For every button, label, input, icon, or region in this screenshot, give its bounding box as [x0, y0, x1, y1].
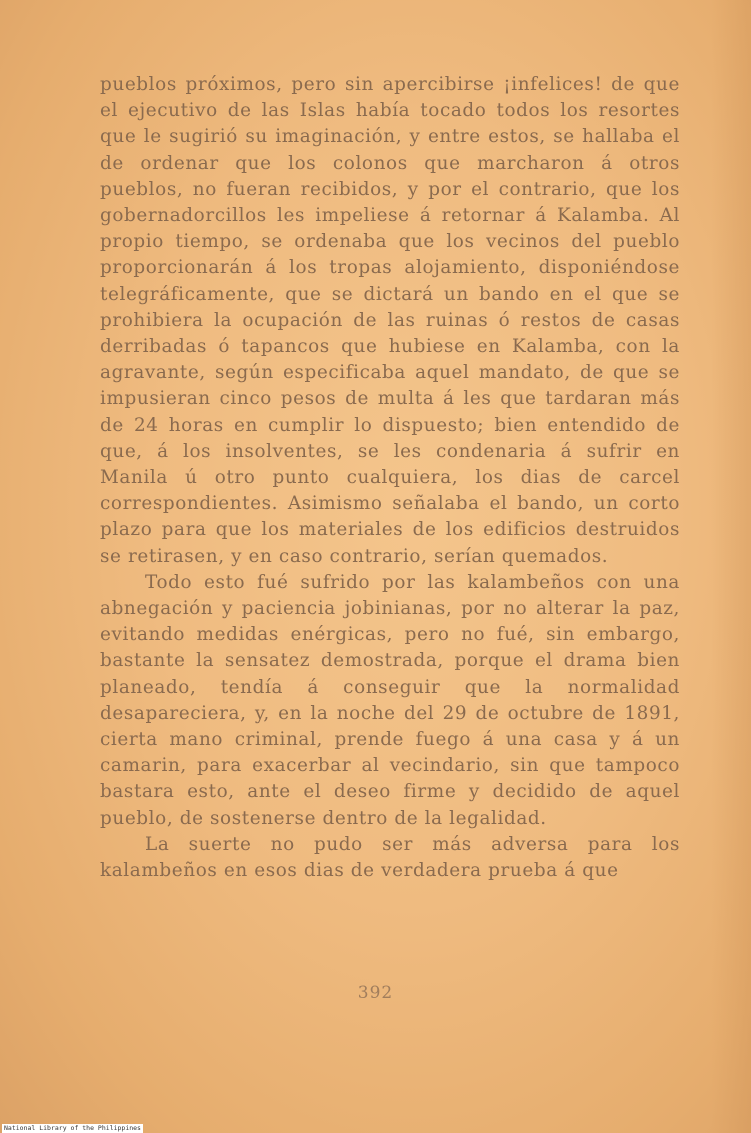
- paragraph-1: pueblos próximos, pero sin apercibirse ¡infelices! de que el ejecutivo de las Islas había tocado todos los resortes que le sugirió su imaginación, y entre estos, se hallaba el de ordenar que los colonos que marcharon á otros pueblos, no fueran recibidos, y por el contrario, que los gobernadorcillos les impeliese á retornar á Kalamba. Al propio tiempo, se ordenaba que los vecinos del pueblo proporcionarán á los tropas alojamiento, disponiéndose telegráficamente, que se dictará un bando en el que se prohibiera la ocupación de las ruinas ó restos de casas derribadas ó tapancos que hubiese en Kalamba, con la agravante, según especificaba aquel mandato, de que se impusieran cinco pesos de multa á les que tardaran más de 24 horas en cumplir lo dispuesto; bien entendido de que, á los insolventes, se les condenaria á sufrir en Manila ú otro punto cualquiera, los dias de carcel correspondientes. Asimismo señalaba el bando, un corto plazo para que los materiales de los edificios destruidos se retirasen, y en caso contrario, serían quemados.: [100, 74, 680, 567]
- body-text: [100, 72, 680, 884]
- paragraph-2: Todo esto fué sufrido por las kalambeños con una abnegación y paciencia jobinianas, por no alterar la paz, evitando medidas enérgicas, pero no fué, sin embargo, bastante la sensatez demostrada, porque el drama bien planeado, tendía á conseguir que la normalidad desapareciera, y, en la noche del 29 de octubre de 1891, cierta mano criminal, prende fuego á una casa y á un camarin, para exacerbar al vecindario, sin que tampoco bastara esto, ante el deseo firme y decidido de aquel pueblo, de sostenerse dentro de la legalidad.: [100, 571, 680, 829]
- paragraph-3: La suerte no pudo ser más adversa para los kalambeños en esos dias de verdadera prueba á que: [100, 833, 680, 882]
- library-footer: National Library of the Philippines: [4, 1124, 141, 1132]
- page-edge-shadow: [711, 0, 751, 1133]
- page-number: 392: [357, 983, 394, 1003]
